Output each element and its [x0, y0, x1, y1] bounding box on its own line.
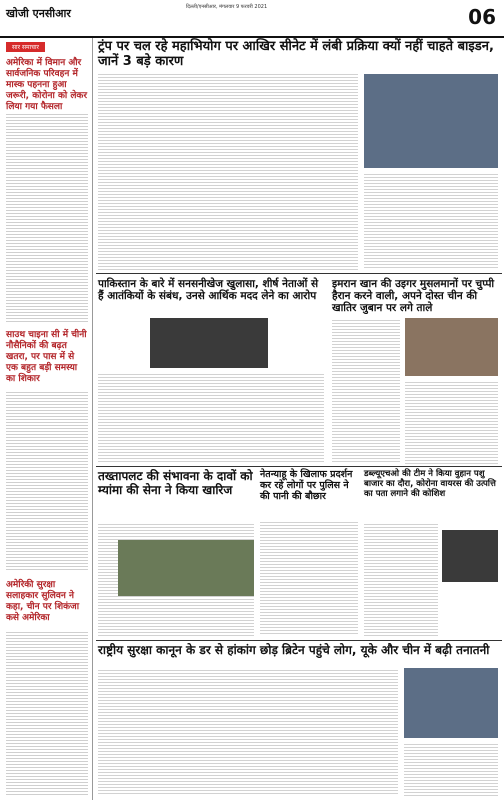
myanmar-story-photo	[118, 540, 254, 596]
protest-story-headline: नेतन्याहू के खिलाफ प्रदर्शन कर रहे लोगों पर पुलिस ने की पानी की बौछार	[260, 469, 353, 502]
who-story-photo	[442, 530, 498, 582]
who-story-body	[364, 522, 438, 636]
myanmar-story-headline: तख्तापलट की संभावना के दावों को म्यांमा की सेना ने किया खारिज	[98, 469, 253, 497]
pakistan-story-headline: पाकिस्तान के बारे में सनसनीखेज खुलासा, शीर्ष नेताओं से हैं आतंकियों के संबंध, उनसे आर्थिक मदद लेने का आरोप	[98, 278, 319, 303]
masthead-brand: खोजी एनसीआर	[6, 7, 71, 20]
bottom-story-body-right	[404, 742, 498, 796]
who-story-headline: डब्ल्यूएचओ की टीम ने किया वुहान पशु बाजार का दौरा, कोरोना वायरस की उत्पत्ति का पता लगाने की कोशिश	[364, 469, 496, 499]
date-line: दिल्ली/एनसीआर, मंगलवार 9 फरवरी 2021	[186, 4, 268, 10]
divider	[96, 466, 502, 467]
protest-story-body	[260, 520, 358, 636]
divider	[96, 640, 502, 641]
imran-story-body	[332, 318, 400, 464]
divider	[96, 273, 502, 274]
left-story-3-body	[6, 630, 88, 795]
top-story-photo	[364, 74, 498, 168]
imran-story-headline: इमरान खान की उइगर मुसलमानों पर चुप्पी हैरान करने वाली, अपने दोस्त चीन की खातिर जुबान पर लगे ताले	[332, 278, 495, 315]
pakistan-story-body	[98, 372, 324, 464]
top-story-body	[98, 72, 358, 270]
left-story-1-body	[6, 112, 88, 322]
top-story-headline: ट्रंप पर चल रहे महाभियोग पर आखिर सीनेट में लंबी प्रक्रिया क्यों नहीं चाहते बाइडन, जानें 3 बड़े कारण	[98, 39, 494, 69]
top-story-body-right	[364, 172, 498, 270]
page-number: 06	[468, 5, 496, 29]
imran-story-photo	[405, 318, 498, 376]
left-story-2-headline: साउथ चाइना सी में चीनी नौसैनिकों की बढ़त खतरा, पर पास में से एक बहुत बड़ी समस्या का शिकार	[6, 330, 87, 384]
bottom-story-body	[98, 668, 398, 796]
myanmar-story-body-2	[98, 600, 254, 636]
bottom-story-photo	[404, 668, 498, 738]
left-story-3-headline: अमेरिकी सुरक्षा सलाहकार सुलिवन ने कहा, चीन पर शिकंजा कसे अमेरिका	[6, 580, 80, 623]
imran-story-body-right	[405, 380, 498, 464]
pakistan-story-photo	[150, 318, 268, 368]
left-story-2-body	[6, 390, 88, 570]
section-tag: सार समाचार	[6, 42, 45, 52]
bottom-story-headline: राष्ट्रीय सुरक्षा कानून के डर से हांकांग छोड़ ब्रिटेन पहुंचे लोग, यूके और चीन में बढ़ी तनातनी	[98, 643, 490, 657]
left-story-1-headline: अमेरिका में विमान और सार्वजनिक परिवहन में मास्क पहनना हुआ जरूरी, कोरोना को लेकर लिया गया फैसला	[6, 58, 88, 112]
